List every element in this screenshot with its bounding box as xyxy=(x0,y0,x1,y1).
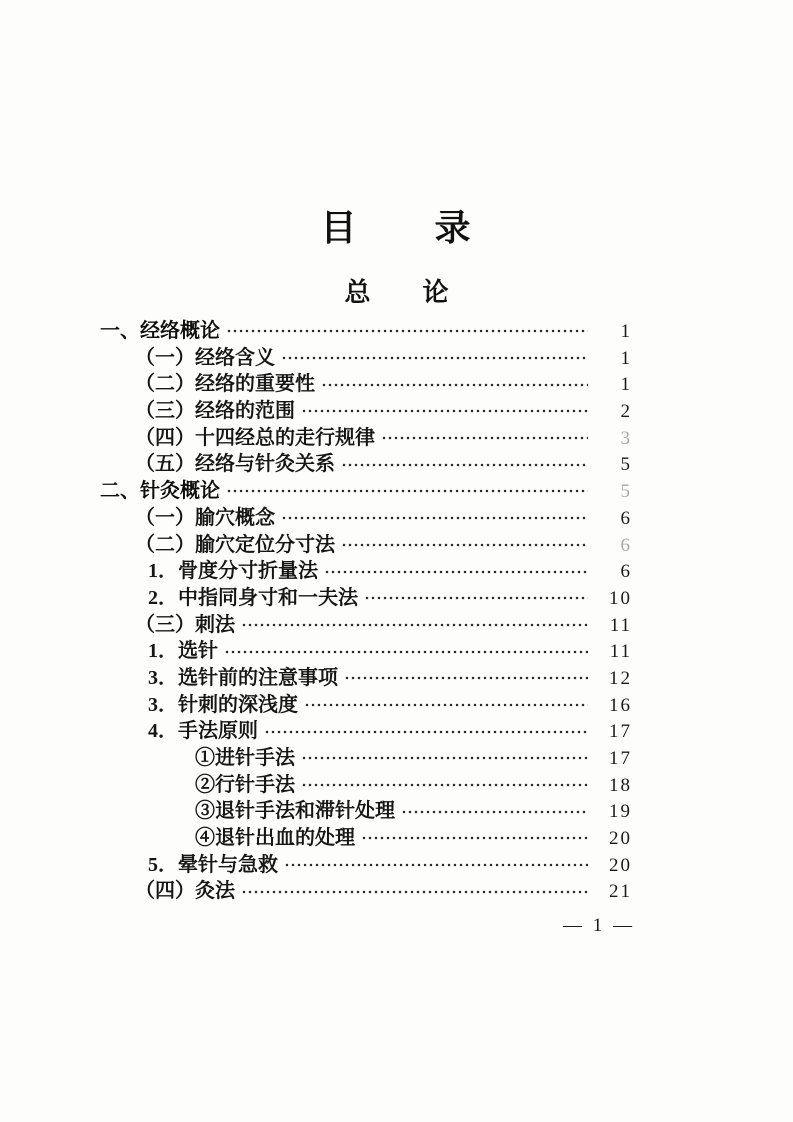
toc-entry-page: 17 xyxy=(609,721,632,743)
toc-entry-label: 4．手法原则 xyxy=(148,720,258,743)
toc-entry-page: 11 xyxy=(609,614,632,636)
toc-entry xyxy=(100,558,632,585)
dot-leader xyxy=(344,674,588,682)
toc-entry-page: 6 xyxy=(620,561,632,583)
toc-entry-page: 1 xyxy=(620,321,632,342)
dot-leader xyxy=(341,541,588,549)
toc-entry-label: ④退针出血的处理 xyxy=(195,827,355,850)
toc-entry-label: （一）腧穴概念 xyxy=(135,506,275,529)
toc-entry-label: ①进针手法 xyxy=(195,747,295,769)
toc-entry xyxy=(100,692,632,719)
toc-entry-label: （二）腧穴定位分寸法 xyxy=(135,533,335,556)
toc-entry xyxy=(100,425,632,452)
toc-entry xyxy=(100,772,632,799)
toc-entry-label: 3．选针前的注意事项 xyxy=(148,666,338,689)
toc-entry xyxy=(100,745,632,772)
toc-entry xyxy=(100,398,632,425)
dot-leader xyxy=(364,594,588,602)
toc-entry xyxy=(100,665,632,692)
toc-entry-label: （二）经络的重要性 xyxy=(135,373,315,396)
toc-entry-label: ③退针手法和滞针处理 xyxy=(195,800,395,823)
toc-entry-page: 20 xyxy=(609,828,632,850)
toc-entry-page: 2 xyxy=(620,401,632,423)
toc-entry-page: 5 xyxy=(620,481,632,503)
toc-entry-label: （三）经络的范围 xyxy=(135,400,295,423)
dot-leader xyxy=(301,781,588,789)
toc-entry xyxy=(100,798,632,825)
toc-entry-page: 3 xyxy=(620,427,632,449)
toc-entry-page: 19 xyxy=(609,801,632,823)
toc-entry xyxy=(100,612,632,639)
dot-leader xyxy=(264,728,588,736)
toc-entry xyxy=(100,825,632,852)
dot-leader xyxy=(281,514,588,522)
dot-leader xyxy=(281,354,588,362)
toc-entry-page: 20 xyxy=(609,854,632,876)
toc-entry-label: 5．晕针与急救 xyxy=(148,853,278,876)
footer-page-number: — 1 — xyxy=(563,915,635,936)
toc-entry-label: 1．骨度分寸折量法 xyxy=(148,560,318,583)
toc-entry-page: 11 xyxy=(609,641,632,663)
dot-leader xyxy=(241,888,588,896)
toc-entry-label: （四）十四经总的走行规律 xyxy=(135,426,375,449)
toc-entry xyxy=(100,451,632,478)
dot-leader xyxy=(301,754,588,762)
toc-entry-page: 5 xyxy=(620,454,632,476)
dot-leader xyxy=(224,648,588,656)
toc-entry xyxy=(100,638,632,665)
toc-entry-page: 16 xyxy=(609,694,632,716)
toc-list xyxy=(100,318,632,905)
section-heading: 总 论 xyxy=(344,278,449,307)
toc-entry xyxy=(100,505,632,532)
toc-entry-page: 1 xyxy=(620,374,632,396)
toc-entry-label: （四）灸法 xyxy=(135,880,235,903)
toc-entry xyxy=(100,532,632,559)
dot-leader xyxy=(226,327,588,335)
toc-entry xyxy=(100,371,632,398)
toc-entry-page: 18 xyxy=(609,774,632,796)
toc-entry-page: 6 xyxy=(620,534,632,556)
dot-leader xyxy=(226,487,588,495)
toc-entry xyxy=(100,478,632,505)
toc-entry xyxy=(100,852,632,879)
dot-leader xyxy=(304,701,588,709)
dot-leader xyxy=(361,834,588,842)
toc-entry-page: 17 xyxy=(609,748,632,769)
toc-entry xyxy=(100,878,632,905)
toc-entry xyxy=(100,318,632,345)
dot-leader xyxy=(241,621,588,629)
toc-entry-label: （一）经络含义 xyxy=(135,346,275,369)
dot-leader xyxy=(321,381,588,389)
toc-entry xyxy=(100,585,632,612)
dot-leader xyxy=(401,808,588,816)
dot-leader xyxy=(301,407,588,415)
toc-entry-page: 12 xyxy=(609,667,632,689)
toc-entry-page: 21 xyxy=(609,881,632,903)
toc-entry-label: （五）经络与针灸关系 xyxy=(135,453,335,476)
toc-entry-label: 一、经络概论 xyxy=(100,320,220,342)
dot-leader xyxy=(341,461,588,469)
toc-entry-label: 2．中指同身寸和一夫法 xyxy=(148,586,358,609)
toc-entry xyxy=(100,718,632,745)
dot-leader xyxy=(324,568,588,576)
toc-entry-page: 6 xyxy=(620,507,632,529)
toc-entry-page: 1 xyxy=(620,347,632,369)
dot-leader xyxy=(284,861,588,869)
toc-entry xyxy=(100,345,632,372)
page-title: 目 录 xyxy=(320,208,473,248)
dot-leader xyxy=(381,434,588,442)
toc-entry-label: 1．选针 xyxy=(148,640,218,663)
toc-entry-label: ②行针手法 xyxy=(195,773,295,796)
toc-entry-label: 二、针灸概论 xyxy=(100,480,220,503)
toc-entry-label: 3．针刺的深浅度 xyxy=(148,693,298,716)
toc-entry-label: （三）刺法 xyxy=(135,613,235,636)
toc-entry-page: 10 xyxy=(609,587,632,609)
